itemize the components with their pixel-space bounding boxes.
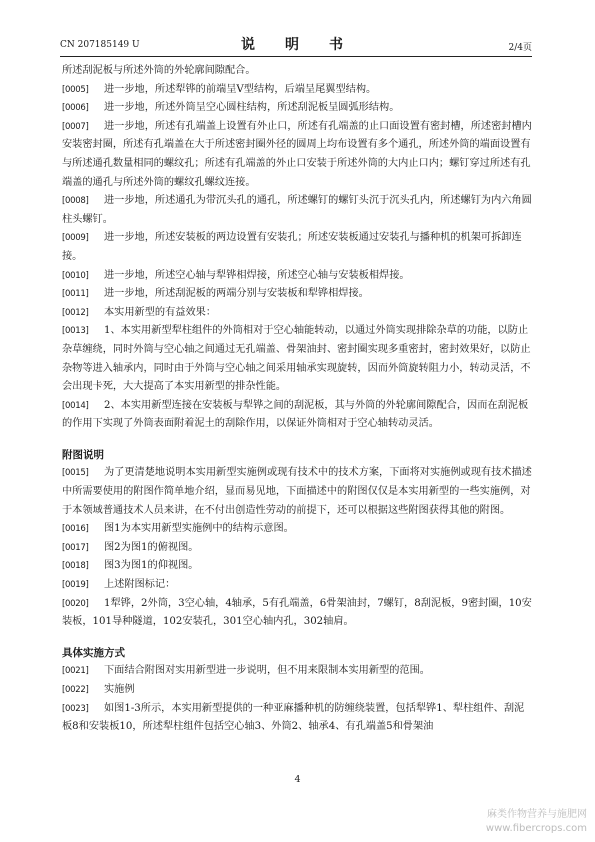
paragraph-text: 进一步地，所述通孔为带沉头孔的通孔，所述螺钉的螺钉头沉于沉头孔内，所述螺钉为内六角圆柱头螺钉。	[62, 195, 532, 225]
paragraph-number: [0023]	[62, 703, 89, 714]
paragraph-text: 进一步地，所述外筒呈空心圆柱结构，所述刮泥板呈圆弧形结构。	[104, 102, 400, 114]
paragraph-list	[62, 464, 532, 631]
paragraph-text: 1犁铧，2外筒，3空心轴，4轴承，5有孔端盖，6骨架油封，7螺钉，8刮泥板，9密封圈，10安装板，101导种隧道，102安装孔，301空心轴内孔，302轴肩。	[62, 597, 532, 628]
watermark	[486, 808, 587, 836]
paragraph-text: 1、本实用新型犁柱组件的外筒相对于空心轴能转动，以通过外筒实现排除杂草的功能，以防止杂草缠绕，同时外筒与空心轴之间通过无孔端盖、骨架油封、密封圈实现多重密封，密封效果好，以防止杂物等进入轴承内，同时由于外筒与空心轴之间采用轴承实现旋转，因而外筒旋转阻力小，转动灵活，不会出现卡死，大大提高了本实用新型的排杂性能。	[62, 325, 531, 393]
paragraph-number: [0021]	[62, 666, 89, 677]
paragraph-text: 进一步地，所述刮泥板的两端分别与安装板和犁铧相焊接。	[104, 288, 369, 300]
page-number: 4	[294, 774, 301, 785]
numbered-paragraph	[62, 464, 532, 520]
numbered-paragraph	[62, 81, 532, 100]
numbered-paragraph	[62, 576, 532, 595]
paragraph-list	[62, 662, 532, 736]
paragraph-text: 进一步地，所述安装板的两边设置有安装孔；所述安装板通过安装孔与播种机的机架可拆卸连接。	[62, 232, 522, 262]
numbered-paragraph	[62, 539, 532, 558]
paragraph-number: [0013]	[62, 326, 89, 337]
numbered-paragraph	[62, 662, 532, 681]
paragraph-number: [0018]	[62, 561, 89, 572]
section-heading-embodiment: 具体实施方式	[62, 646, 125, 659]
page-header	[60, 34, 532, 54]
paragraph-text: 图3为图1的仰视图。	[104, 560, 199, 572]
numbered-paragraph	[62, 595, 532, 632]
numbered-paragraph	[62, 304, 532, 323]
paragraph-text: 如图1-3所示，本实用新型提供的一种亚麻播种机的防缠绕装置，包括犁铧1、犁柱组件、刮泥板8和安装板10，所述犁柱组件包括空心轴3、外筒2、轴承4、有孔端盖5和骨架油	[62, 702, 525, 733]
page-indicator: 2/4页	[508, 43, 532, 53]
numbered-paragraph	[62, 520, 532, 539]
paragraph-text: 进一步地，所述犁铧的前端呈V型结构，后端呈尾翼型结构。	[104, 83, 377, 95]
document-title: 说 明 书	[241, 37, 351, 53]
numbered-paragraph	[62, 681, 532, 700]
paragraph-text: 进一步地，所述有孔端盖上设置有外止口，所述有孔端盖的止口面设置有密封槽，所述密封槽内安装密封圈，所述有孔端盖在大于所述密封圈外径的圆周上均布设置有多个通孔，所述外筒的端面设置有与所述通孔数量相同的螺纹孔；所述有孔端盖的外止口安装于所述外筒的大内止口内；螺钉穿过所述有孔端盖的通孔与所述外筒的螺纹孔螺纹连接。	[62, 120, 532, 188]
paragraph-number: [0009]	[62, 233, 89, 244]
paragraph-number: [0006]	[62, 103, 89, 114]
paragraph-number: [0008]	[62, 196, 89, 207]
paragraph-number: [0011]	[62, 289, 89, 300]
numbered-paragraph	[62, 267, 532, 286]
paragraph-number: [0012]	[62, 307, 89, 318]
paragraph-text: 下面结合附图对实用新型进一步说明，但不用来限制本实用新型的范围。	[104, 665, 430, 677]
paragraph-number: [0005]	[62, 84, 89, 95]
paragraph-number: [0010]	[62, 270, 89, 281]
paragraph-text: 本实用新型的有益效果：	[104, 306, 217, 318]
numbered-paragraph	[62, 99, 532, 118]
numbered-paragraph	[62, 700, 532, 737]
paragraph-number: [0022]	[62, 685, 89, 695]
numbered-paragraph	[62, 397, 532, 434]
header-rule	[60, 56, 532, 57]
paragraph-number: [0019]	[62, 580, 89, 591]
lead-paragraph: 所述刮泥板与所述外筒的外轮廓间隙配合。	[62, 65, 256, 76]
patent-number: CN 207185149 U	[60, 40, 140, 50]
watermark-url: www.fibercrops.com	[485, 823, 587, 834]
section-heading-drawings: 附图说明	[62, 448, 104, 461]
numbered-paragraph	[62, 229, 532, 266]
numbered-paragraph	[62, 557, 532, 576]
paragraph-number: [0020]	[62, 598, 89, 609]
paragraph-number: [0007]	[62, 121, 89, 132]
numbered-paragraph	[62, 192, 532, 229]
paragraph-list	[62, 81, 532, 434]
paragraph-text: 2、本实用新型连接在安装板与犁铧之间的刮泥板，其与外筒的外轮廓间隙配合，因而在刮泥板的作用下实现了外筒表面附着泥土的刮除作用，以保证外筒相对于空心轴转动灵活。	[62, 399, 529, 430]
numbered-paragraph	[62, 118, 532, 192]
numbered-paragraph	[62, 285, 532, 304]
paragraph-text: 上述附图标记：	[104, 579, 176, 591]
paragraph-text: 实施例	[104, 684, 135, 695]
paragraph-text: 图2为图1的俯视图。	[104, 541, 199, 553]
document-body	[62, 62, 532, 737]
paragraph-text: 进一步地，所述空心轴与犁铧相焊接，所述空心轴与安装板相焊接。	[104, 269, 410, 281]
paragraph-number: [0015]	[62, 468, 89, 479]
numbered-paragraph	[62, 322, 532, 396]
paragraph-number: [0016]	[62, 524, 89, 535]
paragraph-text: 图1为本实用新型实施例中的结构示意图。	[104, 523, 294, 535]
paragraph-number: [0014]	[62, 400, 89, 411]
watermark-title: 麻类作物营养与施肥网	[487, 809, 587, 820]
paragraph-text: 为了更清楚地说明本实用新型实施例或现有技术中的技术方案，下面将对实施例或现有技术描述中所需要使用的附图作简单地介绍，显而易见地，下面描述中的附图仅仅是本实用新型的一些实施例，对于本领域普通技术人员来讲，在不付出创造性劳动的前提下，还可以根据这些附图获得其他的附图。	[62, 467, 532, 516]
paragraph-number: [0017]	[62, 542, 89, 553]
